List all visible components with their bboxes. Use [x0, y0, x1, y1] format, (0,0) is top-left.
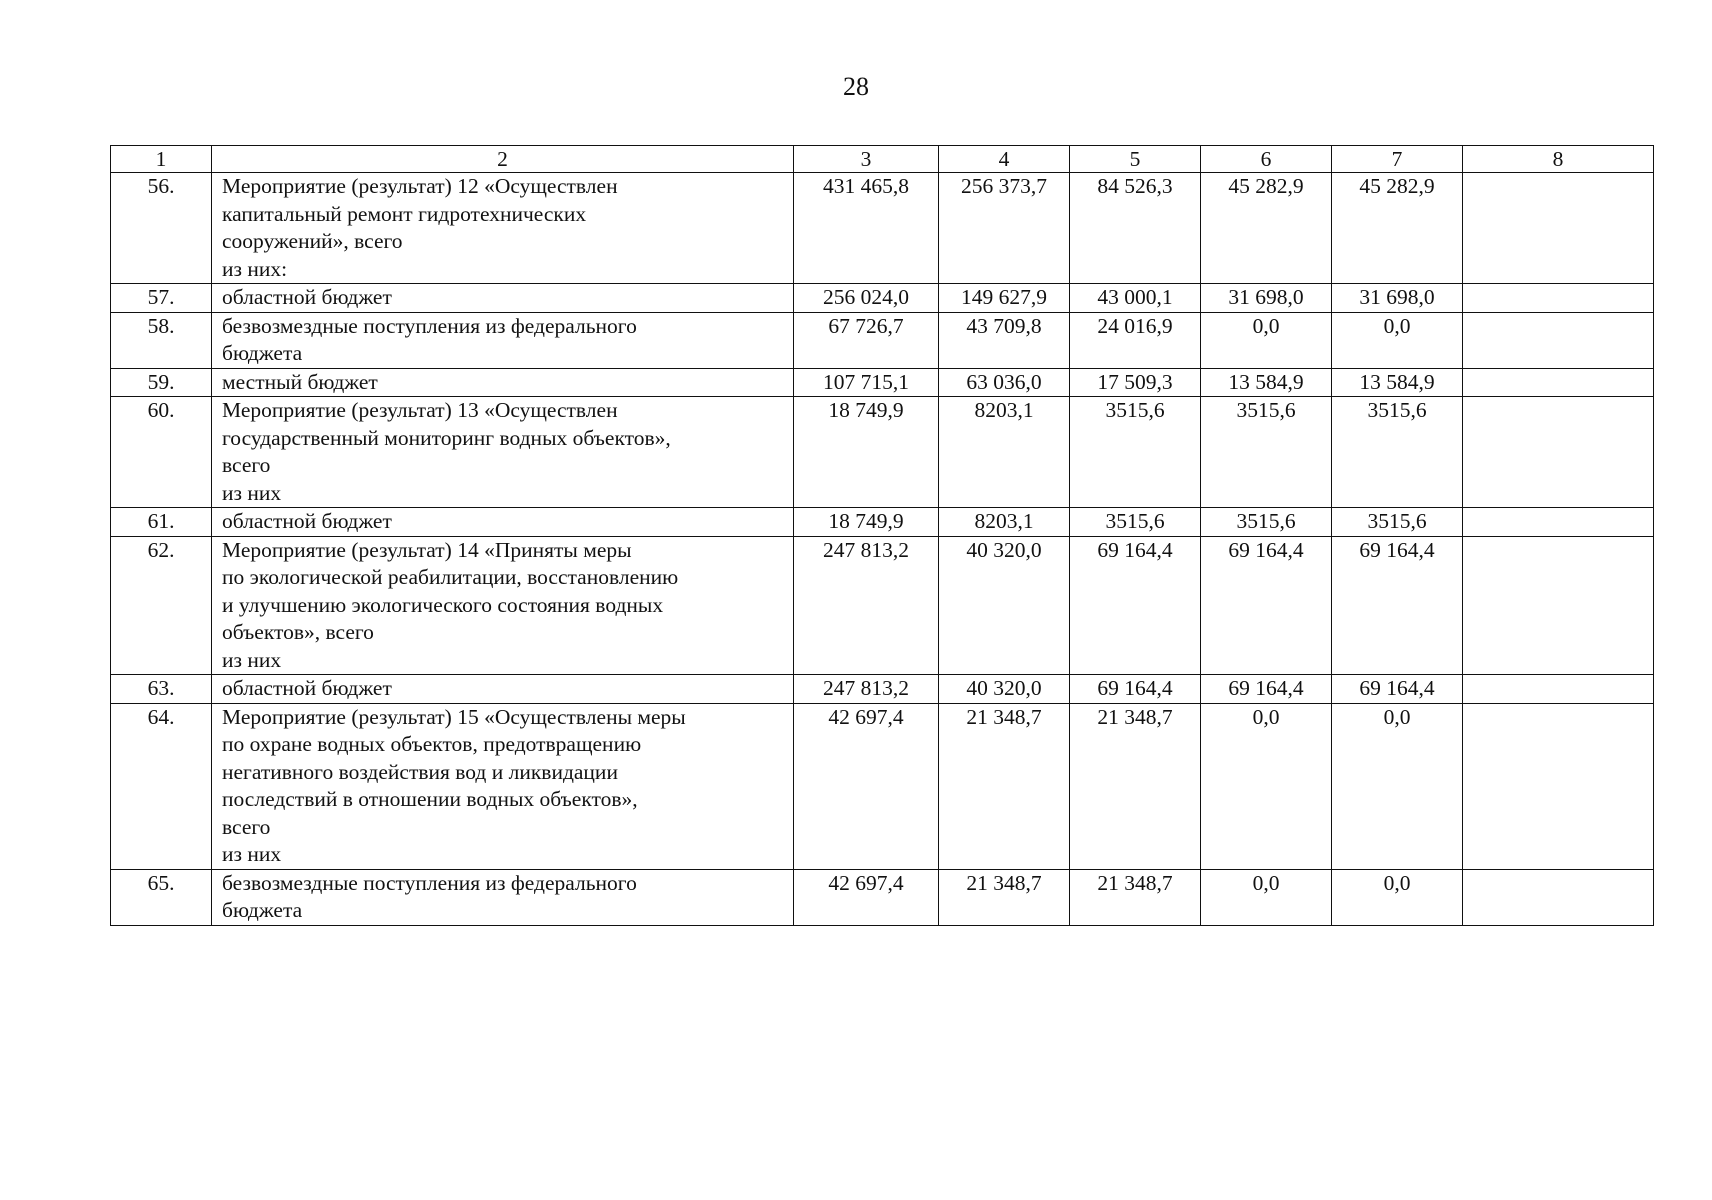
value-col-5: 3515,6 [1070, 397, 1201, 508]
row-number: 65. [111, 869, 212, 925]
row-description [212, 675, 794, 704]
value-col-8 [1463, 397, 1654, 508]
description-line: из них [222, 647, 282, 672]
value-col-3: 247 813,2 [794, 536, 939, 675]
value-col-7: 0,0 [1332, 703, 1463, 869]
description-line: областной бюджет [222, 509, 392, 533]
row-description [212, 173, 794, 284]
value-col-7: 3515,6 [1332, 508, 1463, 537]
description-line: Мероприятие (результат) 15 «Осуществлены меры [222, 704, 686, 729]
table-row [111, 869, 1654, 925]
row-number: 57. [111, 284, 212, 313]
row-number: 62. [111, 536, 212, 675]
column-header: 8 [1463, 146, 1654, 173]
column-header: 5 [1070, 146, 1201, 173]
column-header: 1 [111, 146, 212, 173]
table-row [111, 675, 1654, 704]
value-col-7: 0,0 [1332, 312, 1463, 368]
value-col-6: 13 584,9 [1201, 368, 1332, 397]
value-col-6: 31 698,0 [1201, 284, 1332, 313]
value-col-4: 149 627,9 [939, 284, 1070, 313]
description-line: Мероприятие (результат) 12 «Осуществлен [222, 174, 618, 198]
value-col-7: 45 282,9 [1332, 173, 1463, 284]
value-col-8 [1463, 703, 1654, 869]
table-row [111, 284, 1654, 313]
row-number: 64. [111, 703, 212, 869]
value-col-7: 69 164,4 [1332, 536, 1463, 675]
column-header-row [111, 146, 1654, 173]
value-col-6: 0,0 [1201, 312, 1332, 368]
row-number: 60. [111, 397, 212, 508]
value-col-4: 8203,1 [939, 508, 1070, 537]
value-col-3: 18 749,9 [794, 508, 939, 537]
value-col-5: 24 016,9 [1070, 312, 1201, 368]
table-body [111, 146, 1654, 926]
row-description [212, 869, 794, 925]
value-col-3: 107 715,1 [794, 368, 939, 397]
description-line: по охране водных объектов, предотвращению [222, 732, 642, 756]
row-description [212, 312, 794, 368]
value-col-6: 0,0 [1201, 869, 1332, 925]
value-col-5: 69 164,4 [1070, 536, 1201, 675]
description-line: объектов», всего [222, 620, 374, 644]
row-number: 58. [111, 312, 212, 368]
column-header: 6 [1201, 146, 1332, 173]
value-col-4: 8203,1 [939, 397, 1070, 508]
value-col-3: 67 726,7 [794, 312, 939, 368]
value-col-4: 43 709,8 [939, 312, 1070, 368]
value-col-5: 84 526,3 [1070, 173, 1201, 284]
value-col-8 [1463, 536, 1654, 675]
description-line: государственный мониторинг водных объектов», [222, 425, 671, 450]
row-description [212, 397, 794, 508]
value-col-5: 69 164,4 [1070, 675, 1201, 704]
description-line: безвозмездные поступления из федерального [222, 313, 637, 338]
value-col-5: 21 348,7 [1070, 703, 1201, 869]
description-line: из них [222, 480, 282, 505]
row-description [212, 703, 794, 869]
description-line: по экологической реабилитации, восстановлению [222, 565, 679, 589]
value-col-6: 45 282,9 [1201, 173, 1332, 284]
description-line: областной бюджет [222, 676, 392, 700]
value-col-3: 18 749,9 [794, 397, 939, 508]
value-col-7: 3515,6 [1332, 397, 1463, 508]
table-row [111, 536, 1654, 675]
value-col-7: 31 698,0 [1332, 284, 1463, 313]
value-col-6: 0,0 [1201, 703, 1332, 869]
description-line: последствий в отношении водных объектов», [222, 787, 638, 811]
table-row [111, 312, 1654, 368]
value-col-4: 21 348,7 [939, 703, 1070, 869]
table-row [111, 368, 1654, 397]
value-col-8 [1463, 675, 1654, 704]
value-col-3: 42 697,4 [794, 869, 939, 925]
row-number: 61. [111, 508, 212, 537]
value-col-4: 63 036,0 [939, 368, 1070, 397]
page-number: 28 [843, 72, 869, 101]
value-col-8 [1463, 368, 1654, 397]
table-row [111, 173, 1654, 284]
description-line: капитальный ремонт гидротехнических [222, 201, 587, 226]
value-col-4: 40 320,0 [939, 536, 1070, 675]
budget-table [110, 145, 1654, 926]
description-line: негативного воздействия вод и ликвидации [222, 759, 618, 784]
value-col-7: 0,0 [1332, 869, 1463, 925]
description-line: безвозмездные поступления из федерального [222, 870, 637, 895]
value-col-5: 43 000,1 [1070, 284, 1201, 313]
row-number: 56. [111, 173, 212, 284]
column-header: 4 [939, 146, 1070, 173]
row-description [212, 536, 794, 675]
column-header: 2 [212, 146, 794, 173]
value-col-8 [1463, 312, 1654, 368]
table-row [111, 397, 1654, 508]
value-col-8 [1463, 508, 1654, 537]
value-col-4: 21 348,7 [939, 869, 1070, 925]
row-number: 59. [111, 368, 212, 397]
value-col-5: 3515,6 [1070, 508, 1201, 537]
description-line: всего [222, 453, 271, 477]
value-col-6: 69 164,4 [1201, 675, 1332, 704]
value-col-8 [1463, 173, 1654, 284]
row-description [212, 284, 794, 313]
table-row [111, 508, 1654, 537]
value-col-6: 3515,6 [1201, 397, 1332, 508]
value-col-8 [1463, 869, 1654, 925]
description-line: Мероприятие (результат) 14 «Приняты меры [222, 537, 632, 562]
description-line: бюджета [222, 898, 303, 922]
value-col-8 [1463, 284, 1654, 313]
description-line: из них: [222, 256, 288, 281]
description-line: бюджета [222, 341, 303, 365]
value-col-7: 13 584,9 [1332, 368, 1463, 397]
value-col-3: 42 697,4 [794, 703, 939, 869]
value-col-3: 247 813,2 [794, 675, 939, 704]
value-col-6: 69 164,4 [1201, 536, 1332, 675]
value-col-4: 256 373,7 [939, 173, 1070, 284]
value-col-5: 17 509,3 [1070, 368, 1201, 397]
column-header: 3 [794, 146, 939, 173]
description-line: и улучшению экологического состояния водных [222, 592, 664, 617]
description-line: Мероприятие (результат) 13 «Осуществлен [222, 398, 618, 422]
value-col-7: 69 164,4 [1332, 675, 1463, 704]
value-col-5: 21 348,7 [1070, 869, 1201, 925]
row-description [212, 508, 794, 537]
value-col-4: 40 320,0 [939, 675, 1070, 704]
description-line: сооружений», всего [222, 229, 403, 253]
value-col-3: 256 024,0 [794, 284, 939, 313]
description-line: местный бюджет [222, 369, 378, 394]
description-line: областной бюджет [222, 285, 392, 309]
row-number: 63. [111, 675, 212, 704]
column-header: 7 [1332, 146, 1463, 173]
description-line: всего [222, 814, 271, 839]
value-col-6: 3515,6 [1201, 508, 1332, 537]
table-row [111, 703, 1654, 869]
value-col-3: 431 465,8 [794, 173, 939, 284]
description-line: из них [222, 842, 282, 866]
row-description [212, 368, 794, 397]
